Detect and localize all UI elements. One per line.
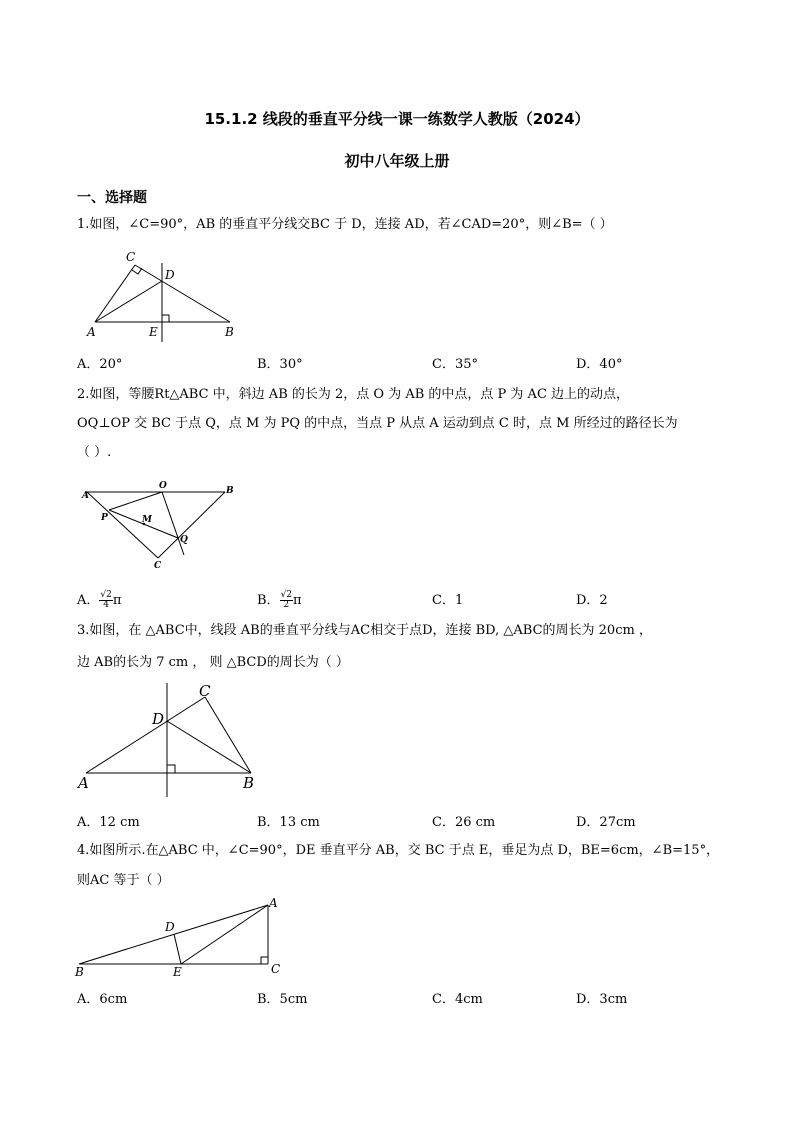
question-4-figure — [72, 895, 287, 980]
label-p: P — [101, 513, 108, 523]
option-c[interactable]: C．26 cm — [432, 815, 496, 830]
question-1-text: 1.如图，∠C=90°，AB 的垂直平分线交BC 于 D，连接 AD，若∠CAD=20°，则∠B=（ ） — [77, 217, 613, 232]
label-b: B — [243, 774, 255, 792]
option-d[interactable]: D．2 — [576, 593, 608, 608]
question-3-options — [77, 811, 717, 829]
question-3-line-1: 3.如图，在 △ABC中，线段 AB的垂直平分线与AC相交于点D，连接 BD, △ABC的周长为 20cm ， — [77, 623, 652, 638]
fraction-numerator: √2 — [280, 590, 293, 600]
label-c: C — [126, 250, 136, 264]
fraction-denominator: 4 — [103, 600, 109, 610]
label-b: B — [226, 486, 234, 496]
option-d[interactable]: D．40° — [576, 357, 623, 372]
document-subtitle: 初中八年级上册 — [344, 152, 450, 170]
question-4-options — [77, 988, 717, 1006]
label-d: D — [165, 920, 175, 934]
label-e: E — [149, 325, 158, 339]
question-1-options — [77, 353, 717, 371]
pi-symbol: π — [112, 593, 122, 608]
label-a: A — [87, 325, 96, 339]
option-b[interactable] — [257, 589, 302, 610]
label-d: D — [165, 268, 175, 282]
option-b-prefix: B． — [257, 593, 280, 608]
question-2-line-1: 2.如图，等腰Rt△ABC 中，斜边 AB 的长为 2，点 O 为 AB 的中点，点 P 为 AC 边上的动点， — [77, 387, 630, 402]
label-b: B — [75, 965, 84, 979]
document-title: 15.1.2 线段的垂直平分线一课一练数学人教版（2024） — [204, 110, 590, 128]
label-a: A — [269, 896, 278, 910]
option-a[interactable]: A．6cm — [77, 992, 128, 1007]
label-e: E — [173, 965, 182, 979]
pi-symbol: π — [293, 593, 302, 608]
option-c[interactable]: C．1 — [432, 593, 464, 608]
label-q: Q — [180, 535, 188, 545]
option-d[interactable]: D．3cm — [576, 992, 628, 1007]
option-a-prefix: A． — [77, 593, 100, 608]
question-3-line-2: 边 AB的长为 7 cm ， 则 △BCD的周长为（ ） — [77, 655, 349, 670]
question-4-line-1: 4.如图所示.在△ABC 中，∠C=90°，DE 垂直平分 AB，交 BC 于点 E，垂足为点 D，BE=6cm，∠B=15°， — [77, 843, 720, 858]
question-2-options — [77, 589, 717, 610]
question-3-figure — [78, 680, 268, 800]
option-b[interactable]: B．5cm — [257, 992, 308, 1007]
question-2-figure — [80, 480, 240, 572]
option-a-fraction — [99, 591, 112, 610]
option-a[interactable] — [77, 589, 121, 610]
fraction-denominator: 2 — [283, 600, 290, 610]
label-d: D — [152, 710, 165, 728]
question-1-figure — [80, 245, 250, 345]
question-4-line-2: 则AC 等于（ ） — [77, 873, 170, 888]
label-o: O — [159, 481, 167, 491]
section-heading: 一、选择题 — [77, 190, 147, 206]
option-c[interactable]: C．4cm — [432, 992, 483, 1007]
option-a[interactable]: A．20° — [77, 357, 123, 372]
option-a[interactable]: A．12 cm — [77, 815, 140, 830]
question-2-line-3: （ ）. — [77, 445, 112, 460]
option-c[interactable]: C．35° — [432, 357, 478, 372]
label-a: A — [82, 491, 89, 501]
label-c: C — [154, 561, 162, 571]
label-b: B — [225, 325, 234, 339]
fraction-numerator: √2 — [100, 590, 112, 600]
question-2-line-2: OQ⊥OP 交 BC 于点 Q，点 M 为 PQ 的中点，当点 P 从点 A 运动到点 C 时，点 M 所经过的路径长为 — [77, 416, 678, 431]
option-d[interactable]: D．27cm — [576, 815, 636, 830]
option-b[interactable]: B．13 cm — [257, 815, 320, 830]
option-b[interactable]: B．30° — [257, 357, 303, 372]
label-m: M — [142, 515, 152, 525]
label-a: A — [78, 774, 89, 792]
label-c: C — [199, 682, 211, 700]
option-b-fraction — [280, 591, 293, 610]
label-c: C — [271, 962, 281, 976]
